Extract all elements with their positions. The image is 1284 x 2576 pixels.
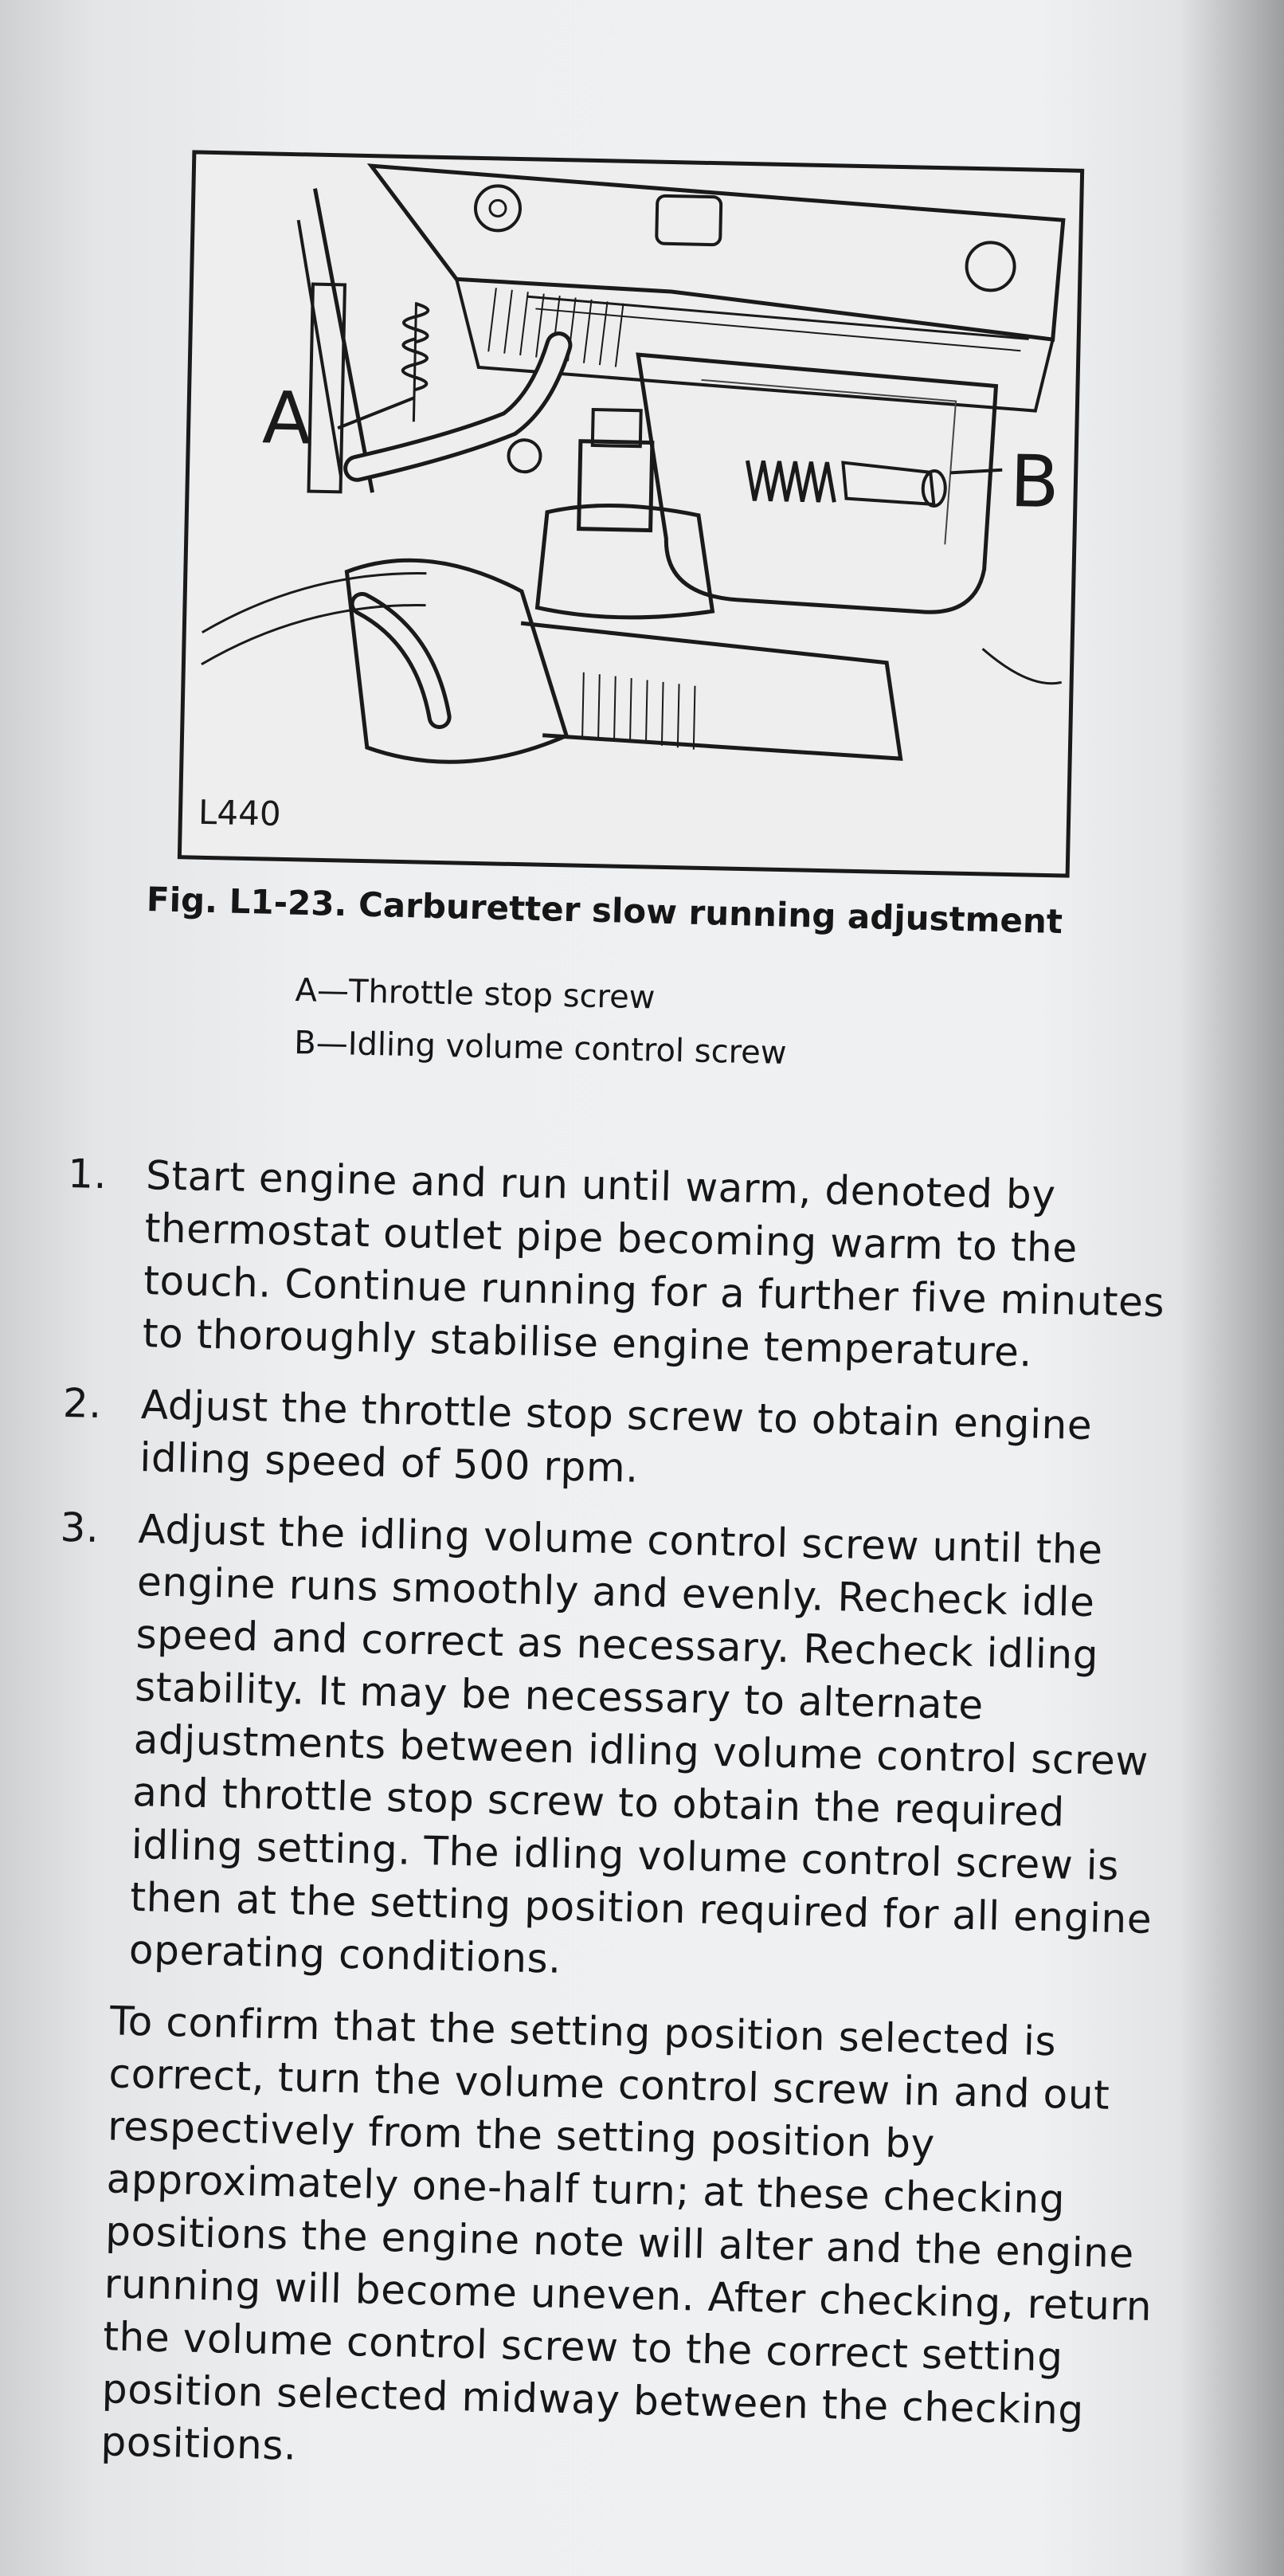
step-number: 3. <box>59 1504 100 1551</box>
figure-label-a: A <box>261 376 313 461</box>
instruction-step <box>61 1377 1195 1507</box>
figure-plate-code: L440 <box>198 792 282 833</box>
confirmation-paragraph: To confirm that the setting position selected is correct, turn the volume control screw in and out respectively from the setting position by approximately one-half turn; at these checking positions the engine note will alter and the engine running will become uneven. After checking, return the volume control screw to the correct setting position selected midway between the checking positions. <box>100 1998 1153 2469</box>
step-text: Adjust the throttle stop screw to obtain engine idling speed of 500 rpm. <box>139 1382 1093 1492</box>
step-number: 2. <box>62 1379 103 1427</box>
step-number: 1. <box>67 1150 108 1198</box>
step-text: Adjust the idling volume control screw until the engine runs smoothly and evenly. Recheck idle speed and correct as necessary. Recheck idling stability. It may be necessary to alternate adjustments between idling volume control screw and throttle stop screw to obtain the required idling setting. The idling volume control screw is then at the setting position required for all engine operating conditions. <box>128 1506 1153 1982</box>
instruction-step <box>50 1501 1192 1999</box>
legend-item-a: A—Throttle stop screw <box>295 972 656 1017</box>
figure-caption: Fig. L1-23. Carburetter slow running adjustment <box>146 880 1063 942</box>
instructions <box>40 1147 1200 2492</box>
carburetter-illustration <box>178 150 1084 877</box>
figure-legend <box>294 964 949 1083</box>
legend-item-b: B—Idling volume control screw <box>293 1024 787 1072</box>
carburetter-drawing <box>182 154 1080 873</box>
figure-label-b: B <box>1008 439 1060 525</box>
step-text: Start engine and run until warm, denoted by thermostat outlet pipe becoming warm to the touch. Continue running for a further five minutes to thoroughly stabilise engine temperature. <box>142 1152 1165 1376</box>
instruction-step <box>64 1147 1199 1382</box>
